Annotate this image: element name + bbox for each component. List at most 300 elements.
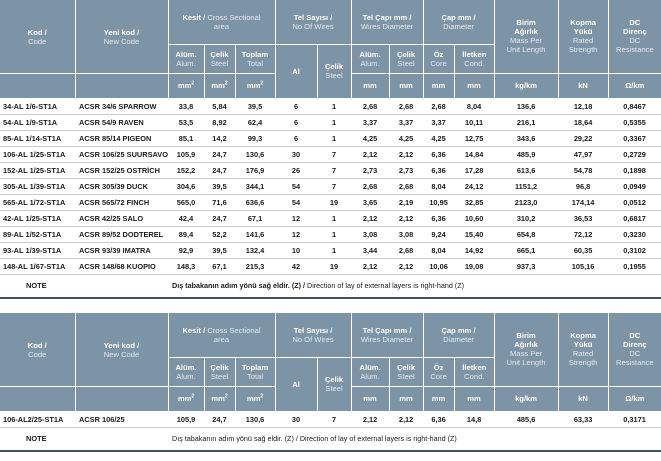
- t2-header-new-code: [75, 313, 168, 386]
- cell-value: 14,2: [204, 130, 235, 146]
- t2-unit-mm2-total: [235, 386, 275, 411]
- header-mass-en1: Mass Per: [510, 36, 543, 46]
- header-cross-section-tr: Kesit /: [182, 12, 206, 22]
- cell-value: 30: [275, 411, 317, 427]
- t2-subheader-core-en: Core: [430, 371, 447, 381]
- cell-new-code: ACSR 148/68 KUOPIO: [75, 258, 168, 274]
- subheader-total-tr: Toplam: [241, 49, 269, 59]
- cell-value: 7: [317, 411, 351, 427]
- unit-ohmkm: [608, 73, 661, 98]
- cell-value: 0,0512: [608, 194, 661, 210]
- t2-subheader-steel-wire-en: Steel: [397, 371, 415, 381]
- unit-steel-count-en: Steel: [325, 71, 343, 80]
- t2-header-diameter-tr: Çap mm /: [441, 325, 476, 335]
- table-row: [0, 130, 661, 146]
- table-body: [0, 98, 661, 298]
- header-resistance-en1: DC: [629, 36, 641, 46]
- cell-value: 99,3: [235, 130, 275, 146]
- cell-value: 2,19: [389, 194, 423, 210]
- t2-header-mass-tr2: Ağırlık: [514, 340, 538, 350]
- cell-value: 92,9: [168, 242, 204, 258]
- cell-value: 105,9: [168, 411, 204, 427]
- cell-code: 106-AL 1/25-ST1A: [0, 146, 75, 162]
- cell-value: 30: [275, 146, 317, 162]
- cell-value: 10,95: [423, 194, 454, 210]
- cell-value: 24,7: [204, 162, 235, 178]
- cell-value: 54,78: [558, 162, 608, 178]
- cell-new-code: ACSR 89/52 DODTEREL: [75, 226, 168, 242]
- header-mass-tr1: Birim: [516, 18, 536, 28]
- t2-unit-mm2-total-sup: 2: [260, 393, 264, 400]
- cell-value: 105,16: [558, 258, 608, 274]
- t2-header-resistance-en2: Resistance: [616, 358, 654, 368]
- cell-value: 2,73: [351, 162, 389, 178]
- t2-unit-mm2-alum-sup: 2: [191, 393, 195, 400]
- t2-unit-kgkm: [494, 386, 558, 411]
- t2-header-strength: [558, 313, 608, 386]
- cell-value: 24,12: [454, 178, 494, 194]
- cell-value: 2123,0: [494, 194, 558, 210]
- cell-value: 10,06: [423, 258, 454, 274]
- unit-mm-steel-wire-text: mm: [399, 81, 413, 90]
- cell-value: 1: [317, 98, 351, 114]
- cell-value: 130,6: [235, 146, 275, 162]
- unit-kn-text: kN: [578, 81, 588, 90]
- cell-value: 24,7: [204, 411, 235, 427]
- t2-header-strength-en1: Rated: [572, 349, 594, 359]
- cell-value: 0,3171: [608, 411, 661, 427]
- cell-value: 8,04: [423, 242, 454, 258]
- cell-value: 19: [317, 194, 351, 210]
- t2-unit-mm-core-text: mm: [431, 394, 446, 403]
- unit-mm2-alum: [168, 73, 204, 98]
- t2-subheader-alum-en: Alum.: [176, 371, 196, 381]
- unit-mm-steel-wire: [389, 73, 423, 98]
- t2-header-strength-en2: Strength: [568, 358, 598, 368]
- unit-mm2-alum-sup: 2: [191, 80, 195, 87]
- unit-mm2-alum-text: mm: [177, 81, 192, 90]
- cell-value: 36,53: [558, 210, 608, 226]
- cell-value: 4,25: [423, 130, 454, 146]
- header-strength-en2: Strength: [568, 45, 598, 55]
- t2-header-code: [0, 313, 75, 386]
- subheader-alum-tr: Alüm.: [175, 49, 197, 59]
- t2-subheader-steel-wire-tr: Çelik: [396, 362, 416, 372]
- t2-header-cross-section-en2: area: [213, 334, 230, 344]
- header-resistance: [608, 0, 661, 73]
- cell-value: 2,12: [351, 258, 389, 274]
- cell-value: 4,25: [351, 130, 389, 146]
- header-strength-en1: Rated: [572, 36, 594, 46]
- t2-header-strength-tr1: Kopma: [570, 331, 596, 341]
- cell-value: 24,7: [204, 210, 235, 226]
- header-cross-section-en2: area: [213, 21, 230, 31]
- t2-header-code-en: Code: [28, 350, 47, 360]
- cell-value: 8,92: [204, 114, 235, 130]
- subheader-steel-wire-tr: Çelik: [396, 49, 416, 59]
- cell-value: 2,12: [389, 258, 423, 274]
- cell-value: 24,7: [204, 146, 235, 162]
- header-new-code: [75, 0, 168, 73]
- cell-new-code: ACSR 106/25: [75, 411, 168, 427]
- note-label-2: NOTE: [0, 427, 168, 451]
- cell-value: 60,35: [558, 242, 608, 258]
- cell-value: 2,12: [389, 210, 423, 226]
- header-resistance-en2: Resistance: [616, 45, 654, 55]
- cell-value: 42: [275, 258, 317, 274]
- t2-subheader-core-tr: Öz: [433, 362, 444, 372]
- cell-value: 32,85: [454, 194, 494, 210]
- subheader-core-tr: Öz: [433, 49, 444, 59]
- cell-value: 62,4: [235, 114, 275, 130]
- cell-value: 3,44: [351, 242, 389, 258]
- header-wire-count-en: No Of Wires: [292, 21, 334, 31]
- cell-code: 34-AL 1/6-ST1A: [0, 98, 75, 114]
- cell-value: 3,37: [351, 114, 389, 130]
- subheader-conductor-en: Cond.: [464, 58, 485, 68]
- header-mass: [494, 0, 558, 73]
- note-text-tr: Dış tabakanın adım yönü sağ eldir. (Z) /: [172, 281, 305, 290]
- table-row: [0, 114, 661, 130]
- cell-value: 12: [275, 210, 317, 226]
- t2-subheader-alum: [168, 357, 204, 386]
- t2-subheader-steel: [204, 357, 235, 386]
- subheader-conductor: [454, 44, 494, 73]
- cell-value: 152,2: [168, 162, 204, 178]
- cell-value: 85,1: [168, 130, 204, 146]
- t2-header-cross-section-en: Cross Sectional: [207, 325, 261, 335]
- unit-blank-new-code: [75, 73, 168, 98]
- unit-mm2-total: [235, 73, 275, 98]
- t2-header-wire-count: [275, 313, 351, 357]
- cell-new-code: ACSR 305/39 DUCK: [75, 178, 168, 194]
- subheader-steel-tr: Çelik: [210, 49, 229, 59]
- cell-value: 5,84: [204, 98, 235, 114]
- cell-new-code: ACSR 93/39 IMATRA: [75, 242, 168, 258]
- subheader-steel-en: Steel: [210, 58, 229, 68]
- unit-mm2-steel: [204, 73, 235, 98]
- unit-mm-alum-wire-text: mm: [363, 81, 377, 90]
- t2-subheader-steel-wire: [389, 357, 423, 386]
- cell-value: 6: [275, 98, 317, 114]
- t2-unit-mm-steel-wire-text: mm: [399, 394, 413, 403]
- cell-value: 10,60: [454, 210, 494, 226]
- cell-value: 19: [317, 258, 351, 274]
- cell-value: 2,68: [389, 242, 423, 258]
- cell-value: 310,2: [494, 210, 558, 226]
- cell-new-code: ACSR 85/14 PIGEON: [75, 130, 168, 146]
- header-diameter: [423, 0, 494, 44]
- t2-subheader-total: [235, 357, 275, 386]
- cell-value: 67,1: [204, 258, 235, 274]
- unit-kn: [558, 73, 608, 98]
- cell-value: 14,8: [454, 411, 494, 427]
- cell-value: 7: [317, 162, 351, 178]
- t2-unit-mm2-steel: [204, 386, 235, 411]
- unit-mm-core: [423, 73, 454, 98]
- table-body-2: [0, 411, 661, 451]
- cell-value: 8,04: [423, 178, 454, 194]
- unit-mm2-steel-sup: 2: [224, 80, 228, 87]
- subheader-core-en: Core: [430, 58, 447, 68]
- t2-header-code-tr: Kod /: [27, 341, 47, 351]
- note-text: [168, 274, 661, 298]
- cell-value: 0,8467: [608, 98, 661, 114]
- t2-header-resistance-en1: DC: [629, 349, 641, 359]
- t2-header-mass: [494, 313, 558, 386]
- cell-value: 613,6: [494, 162, 558, 178]
- cell-value: 654,8: [494, 226, 558, 242]
- subheader-alum-wire-tr: Alüm.: [359, 49, 381, 59]
- t2-header-resistance-tr1: DC: [629, 331, 641, 341]
- cell-value: 12: [275, 226, 317, 242]
- header-cross-section: [168, 0, 275, 44]
- header-wire-count: [275, 0, 351, 44]
- cell-value: 52,2: [204, 226, 235, 242]
- t2-header-wire-count-en: No Of Wires: [292, 334, 334, 344]
- unit-al-label: Al: [292, 66, 300, 76]
- table-row: [0, 98, 661, 114]
- cell-value: 0,1898: [608, 162, 661, 178]
- cell-value: 12,18: [558, 98, 608, 114]
- cell-new-code: ACSR 42/25 SALO: [75, 210, 168, 226]
- note-text-2: Dış tabakanın adım yönü sağ eldir. (Z) / Direction of lay of external layers is right-hand (Z): [168, 427, 661, 451]
- cell-value: 54: [275, 194, 317, 210]
- cell-value: 0,5355: [608, 114, 661, 130]
- table-row: [0, 242, 661, 258]
- unit-mm-conductor-text: mm: [467, 81, 481, 90]
- cell-value: 1: [317, 130, 351, 146]
- cell-value: 636,6: [235, 194, 275, 210]
- cell-value: 6: [275, 114, 317, 130]
- unit-steel-count: [317, 44, 351, 98]
- t2-header-resistance: [608, 313, 661, 386]
- subheader-steel-wire-en: Steel: [397, 58, 415, 68]
- note-label: NOTE: [0, 274, 168, 298]
- t2-unit-mm2-total-text: mm: [246, 394, 261, 403]
- subheader-alum: [168, 44, 204, 73]
- unit-kgkm-text: kg/km: [515, 81, 538, 90]
- table-row: [0, 194, 661, 210]
- cell-value: 0,2729: [608, 146, 661, 162]
- cell-new-code: ACSR 152/25 OSTRİCH: [75, 162, 168, 178]
- t2-subheader-conductor-en: Cond.: [464, 371, 485, 381]
- cell-code: 106-AL2/25-ST1A: [0, 411, 75, 427]
- cell-code: 305-AL 1/39-ST1A: [0, 178, 75, 194]
- table-row: [0, 226, 661, 242]
- t2-unit-mm-conductor-text: mm: [467, 394, 481, 403]
- t2-unit-mm2-steel-text: mm: [211, 394, 225, 403]
- subheader-conductor-tr: İletken: [462, 49, 487, 59]
- cell-value: 15,40: [454, 226, 494, 242]
- t2-header-cross-section: [168, 313, 275, 357]
- cell-value: 565,0: [168, 194, 204, 210]
- cell-value: 174,14: [558, 194, 608, 210]
- table-row: [0, 162, 661, 178]
- unit-mm2-total-sup: 2: [260, 80, 264, 87]
- t2-header-mass-en2: Unit Length: [506, 358, 546, 368]
- cell-new-code: ACSR 106/25 SUURSAVO: [75, 146, 168, 162]
- cell-value: 2,68: [423, 98, 454, 114]
- note-row: [0, 274, 661, 298]
- cell-value: 0,6817: [608, 210, 661, 226]
- header-diameter-tr: Çap mm /: [441, 12, 476, 22]
- t2-header-wire-diameter-en: Wires Diameter: [360, 334, 414, 344]
- cell-value: 7: [317, 178, 351, 194]
- cell-value: 6,36: [423, 146, 454, 162]
- cell-value: 8,04: [454, 98, 494, 114]
- unit-mm-core-text: mm: [431, 81, 446, 90]
- cell-code: 565-AL 1/72-ST1A: [0, 194, 75, 210]
- table-row: [0, 178, 661, 194]
- cell-value: 39,5: [204, 242, 235, 258]
- cell-value: 343,6: [494, 130, 558, 146]
- cell-value: 6,36: [423, 411, 454, 427]
- cell-value: 176,9: [235, 162, 275, 178]
- cell-value: 1: [317, 114, 351, 130]
- t2-unit-blank-new-code: [75, 386, 168, 411]
- t2-subheader-steel-en: Steel: [210, 371, 229, 381]
- header-resistance-tr1: DC: [629, 18, 641, 28]
- t2-subheader-steel-tr: Çelik: [210, 362, 229, 372]
- cell-value: 6,36: [423, 210, 454, 226]
- t2-header-wire-diameter-tr: Tel Çapı mm /: [362, 325, 412, 335]
- cell-value: 6,36: [423, 162, 454, 178]
- t2-unit-mm-conductor: [454, 386, 494, 411]
- t2-unit-blank-code: [0, 386, 75, 411]
- cell-value: 9,24: [423, 226, 454, 242]
- cell-value: 2,12: [351, 146, 389, 162]
- t2-unit-mm-steel-wire: [389, 386, 423, 411]
- subheader-alum-en: Alum.: [176, 58, 196, 68]
- header-code: [0, 0, 75, 73]
- t2-unit-kn-text: kN: [578, 394, 588, 403]
- header-mass-en2: Unit Length: [506, 45, 546, 55]
- cell-value: 216,1: [494, 114, 558, 130]
- cell-value: 2,12: [351, 411, 389, 427]
- cell-value: 2,12: [389, 146, 423, 162]
- cell-value: 39,5: [204, 178, 235, 194]
- cell-value: 141,6: [235, 226, 275, 242]
- cell-value: 14,84: [454, 146, 494, 162]
- cell-new-code: ACSR 54/9 RAVEN: [75, 114, 168, 130]
- t2-subheader-conductor-tr: İletken: [462, 362, 487, 372]
- cell-value: 0,1955: [608, 258, 661, 274]
- cell-value: 63,33: [558, 411, 608, 427]
- unit-kgkm: [494, 73, 558, 98]
- t2-subheader-core: [423, 357, 454, 386]
- cell-code: 54-AL 1/9-ST1A: [0, 114, 75, 130]
- cell-value: 2,12: [351, 210, 389, 226]
- t2-unit-kgkm-text: kg/km: [515, 394, 538, 403]
- unit-blank-code: [0, 73, 75, 98]
- unit-mm2-steel-text: mm: [211, 81, 225, 90]
- t2-subheader-conductor: [454, 357, 494, 386]
- header-wire-diameter-tr: Tel Çapı mm /: [362, 12, 412, 22]
- t2-unit-mm-alum-wire-text: mm: [363, 394, 377, 403]
- cell-value: 19,08: [454, 258, 494, 274]
- header-mass-tr2: Ağırlık: [514, 27, 538, 37]
- t2-unit-mm-core: [423, 386, 454, 411]
- cell-value: 42,4: [168, 210, 204, 226]
- note-text-en: Direction of lay of external layers is right-hand (Z): [305, 281, 464, 290]
- cell-value: 53,5: [168, 114, 204, 130]
- cell-value: 26: [275, 162, 317, 178]
- t2-header-wire-count-tr: Tel Sayısı /: [293, 325, 333, 335]
- header-code-en: Code: [28, 37, 47, 47]
- cell-value: 17,28: [454, 162, 494, 178]
- cell-value: 2,68: [351, 178, 389, 194]
- unit-steel-count-tr: Çelik: [324, 62, 344, 71]
- t2-unit-al: [275, 357, 317, 411]
- t2-unit-al-label: Al: [292, 379, 300, 389]
- unit-mm-conductor: [454, 73, 494, 98]
- cell-value: 3,37: [389, 114, 423, 130]
- t2-subheader-alum-tr: Alüm.: [175, 362, 197, 372]
- cell-value: 96,8: [558, 178, 608, 194]
- subheader-alum-wire: [351, 44, 389, 73]
- cell-value: 485,6: [494, 411, 558, 427]
- t2-subheader-total-tr: Toplam: [241, 362, 269, 372]
- t2-unit-steel-count-tr: Çelik: [324, 375, 344, 384]
- cell-value: 304,6: [168, 178, 204, 194]
- table-row: [0, 411, 661, 427]
- header-resistance-tr2: Direnç: [622, 27, 647, 37]
- cell-value: 148,3: [168, 258, 204, 274]
- cell-new-code: ACSR 565/72 FINCH: [75, 194, 168, 210]
- table-row: [0, 258, 661, 274]
- t2-unit-mm-alum-wire: [351, 386, 389, 411]
- header-wire-diameter-en: Wires Diameter: [360, 21, 414, 31]
- conductor-spec-table-2: [0, 313, 661, 452]
- cell-new-code: ACSR 34/6 SPARROW: [75, 98, 168, 114]
- t2-subheader-alum-wire-tr: Alüm.: [359, 362, 381, 372]
- unit-mm2-total-text: mm: [246, 81, 261, 90]
- cell-value: 105,9: [168, 146, 204, 162]
- subheader-core: [423, 44, 454, 73]
- t2-unit-steel-count-en: Steel: [325, 384, 343, 393]
- cell-value: 18,64: [558, 114, 608, 130]
- cell-value: 7: [317, 146, 351, 162]
- cell-value: 3,65: [351, 194, 389, 210]
- cell-value: 89,4: [168, 226, 204, 242]
- cell-value: 47,97: [558, 146, 608, 162]
- cell-value: 72,12: [558, 226, 608, 242]
- cell-value: 33,8: [168, 98, 204, 114]
- cell-value: 12,75: [454, 130, 494, 146]
- t2-unit-steel-count: [317, 357, 351, 411]
- cell-value: 215,3: [235, 258, 275, 274]
- cell-value: 54: [275, 178, 317, 194]
- unit-mm-alum-wire: [351, 73, 389, 98]
- cell-value: 2,73: [389, 162, 423, 178]
- header-strength-tr2: Yükü: [573, 27, 593, 37]
- header-cross-section-en: Cross Sectional: [207, 12, 261, 22]
- header-strength-tr1: Kopma: [570, 18, 596, 28]
- cell-value: 485,9: [494, 146, 558, 162]
- header-strength: [558, 0, 608, 73]
- t2-unit-mm2-alum: [168, 386, 204, 411]
- t2-header-new-code-en: New Code: [103, 350, 140, 360]
- subheader-total-en: Total: [246, 58, 264, 68]
- cell-value: 136,6: [494, 98, 558, 114]
- header-new-code-tr: Yeni kod /: [103, 28, 140, 38]
- header-wire-diameter: [351, 0, 423, 44]
- cell-value: 2,68: [351, 98, 389, 114]
- cell-value: 29,22: [558, 130, 608, 146]
- t2-header-strength-tr2: Yükü: [573, 340, 593, 350]
- t2-subheader-total-en: Total: [246, 371, 264, 381]
